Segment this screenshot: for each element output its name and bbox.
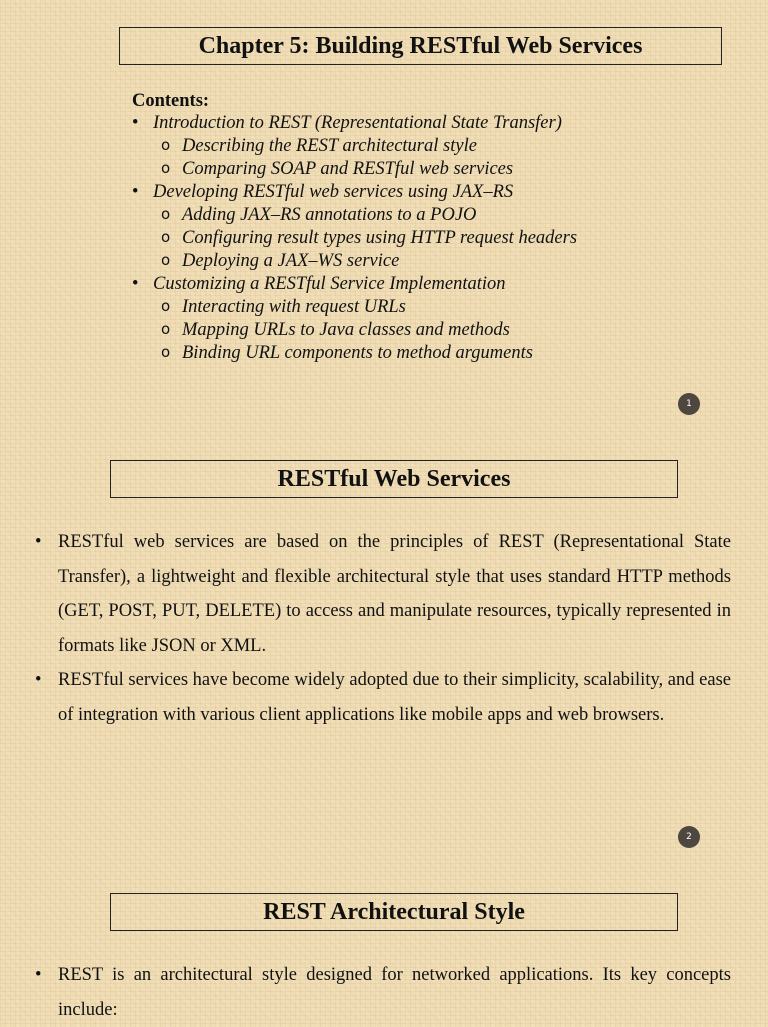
list-item: o Describing the REST architectural style (161, 136, 477, 156)
section-body (35, 958, 731, 1027)
page-number-badge: 1 (678, 393, 700, 415)
list-item: o Configuring result types using HTTP request headers (161, 228, 578, 248)
list-item: o Interacting with request URLs (161, 297, 406, 317)
list-item: • Customizing a RESTful Service Implementation (132, 274, 506, 294)
circle-bullet-icon: o (161, 136, 171, 154)
section-body (35, 525, 731, 732)
circle-bullet-icon: o (161, 297, 171, 315)
paragraph: • RESTful services have become widely adopted due to their simplicity, scalability, and ease of integration with various client applications like mobile apps and web browsers. (58, 663, 731, 732)
list-item: o Adding JAX–RS annotations to a POJO (161, 205, 477, 225)
bullet-icon: • (35, 532, 42, 552)
circle-bullet-icon: o (161, 228, 171, 246)
section-title: RESTful Web Services (110, 460, 678, 498)
list-item: o Comparing SOAP and RESTful web services (161, 159, 514, 179)
list-item: o Mapping URLs to Java classes and methods (161, 320, 510, 340)
section-title: REST Architectural Style (110, 893, 678, 931)
contents-heading: Contents: (132, 91, 210, 111)
bullet-icon: • (132, 113, 139, 133)
contents-list (132, 90, 732, 365)
list-item: o Deploying a JAX–WS service (161, 251, 400, 271)
bullet-icon: • (35, 670, 42, 690)
page-number-badge: 2 (678, 826, 700, 848)
paragraph: • RESTful web services are based on the principles of REST (Representational State Transfer), a lightweight and flexible architectural style that uses standard HTTP methods (GET, POST, PUT, DELETE) to access and manipulate resources, typically represented in formats like JSON or XML. (58, 525, 731, 663)
bullet-icon: • (132, 182, 139, 202)
bullet-icon: • (132, 274, 139, 294)
circle-bullet-icon: o (161, 320, 171, 338)
paragraph: • REST is an architectural style designed for networked applications. Its key concepts include: (58, 958, 731, 1027)
list-item: o Binding URL components to method arguments (161, 343, 533, 363)
list-item: • Developing RESTful web services using JAX–RS (132, 182, 514, 202)
list-item: • Introduction to REST (Representational State Transfer) (132, 113, 562, 133)
circle-bullet-icon: o (161, 205, 171, 223)
circle-bullet-icon: o (161, 251, 171, 269)
chapter-title: Chapter 5: Building RESTful Web Services (119, 27, 722, 65)
bullet-icon: • (35, 965, 42, 985)
circle-bullet-icon: o (161, 343, 171, 361)
circle-bullet-icon: o (161, 159, 171, 177)
